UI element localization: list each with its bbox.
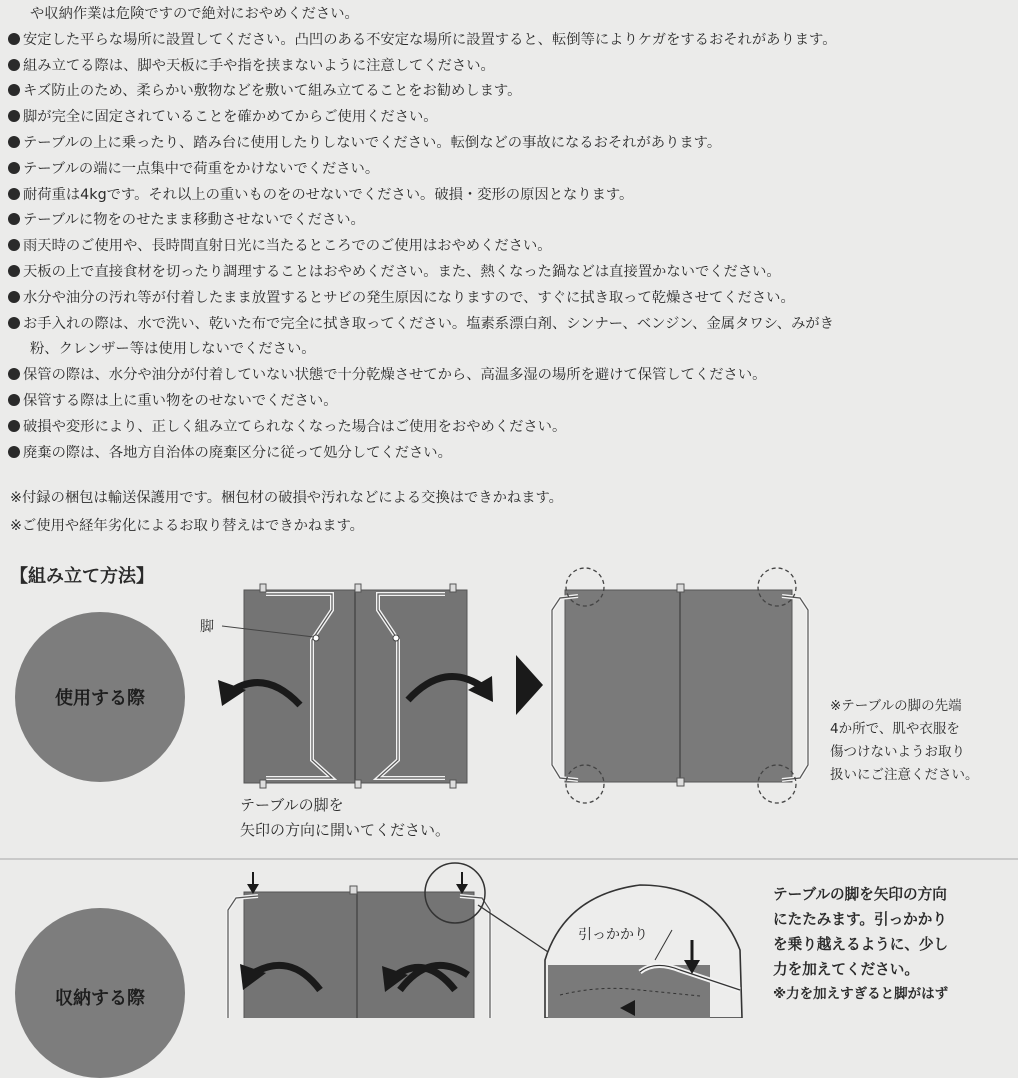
caution-text: テーブルに物をのせたまま移動させないでください。 bbox=[23, 212, 365, 229]
caution-text: お手入れの際は、水で洗い、乾いた布で完全に拭き取ってください。塩素系漂白剤、シンナー、ベンジン、金属タワシ、みがき bbox=[23, 315, 834, 332]
storage-label-text: 収納する際 bbox=[55, 988, 145, 1009]
section-divider bbox=[0, 858, 1018, 860]
caution-text: 安定した平らな場所に設置してください。凸凹のある不安定な場所に設置すると、転倒等によりケガをするおそれがあります。 bbox=[23, 31, 837, 48]
assembly-title: 【組み立て方法】 bbox=[10, 566, 154, 587]
caution-text: 天板の上で直接食材を切ったり調理することはおやめください。また、熱くなった鍋などは直接置かないでください。 bbox=[23, 264, 781, 280]
caution-text: キズ防止のため、柔らかい敷物などを敷いて組み立てることをお勧めします。 bbox=[23, 83, 522, 100]
use-side-note bbox=[830, 695, 979, 787]
side-note-line: 4か所で、肌や衣服を bbox=[830, 721, 960, 737]
note-replacement: ※ご使用や経年劣化によるお取り替えはできかねます。 bbox=[10, 518, 364, 534]
caution-text: 水分や油分の汚れ等が付着したまま放置するとサビの発生原因になりますので、すぐに拭き取って乾燥させてください。 bbox=[23, 289, 795, 306]
caution-text: テーブルの端に一点集中で荷重をかけないでください。 bbox=[23, 160, 380, 177]
use-caption-line: 矢印の方向に開いてください。 bbox=[240, 821, 451, 839]
use-table-folded bbox=[218, 584, 493, 788]
caution-text: 粉、クレンザー等は使用しないでください。 bbox=[30, 341, 316, 358]
instruction-line: ※力を加えすぎると脚がはず bbox=[773, 986, 949, 1002]
catch-label: 引っかかり bbox=[578, 927, 648, 943]
use-table-open bbox=[552, 568, 808, 803]
storage-instructions bbox=[773, 882, 948, 1007]
leg-label: 脚 bbox=[200, 619, 214, 635]
instruction-line: を乗り越えるように、少し bbox=[773, 936, 949, 953]
storage-table bbox=[228, 863, 490, 1018]
instruction-line: テーブルの脚を矢印の方向 bbox=[773, 886, 947, 903]
caution-text: 廃棄の際は、各地方自治体の廃棄区分に従って処分してください。 bbox=[23, 444, 452, 461]
caution-text: 脚が完全に固定されていることを確かめてからご使用ください。 bbox=[23, 109, 438, 126]
side-note-line: 扱いにご注意ください。 bbox=[830, 767, 979, 783]
use-caption-line: テーブルの脚を bbox=[240, 796, 344, 814]
caution-text: 破損や変形により、正しく組み立てられなくなった場合はご使用をおやめください。 bbox=[23, 418, 567, 435]
side-note-line: ※テーブルの脚の先端 bbox=[830, 698, 962, 714]
caution-text: 耐荷重は4kgです。それ以上の重いものをのせないでください。破損・変形の原因となります。 bbox=[23, 186, 634, 203]
instruction-line: にたたみます。引っかかり bbox=[773, 911, 947, 928]
caution-text: テーブルの上に乗ったり、踏み台に使用したりしないでください。転倒などの事故になるおそれがあります。 bbox=[23, 135, 722, 151]
caution-text: 組み立てる際は、脚や天板に手や指を挟まないように注意してください。 bbox=[23, 57, 495, 74]
caution-text: や収納作業は危険ですので絶対におやめください。 bbox=[30, 6, 359, 22]
note-packaging: ※付録の梱包は輸送保護用です。梱包材の破損や汚れなどによる交換はできかねます。 bbox=[10, 490, 563, 506]
caution-text: 雨天時のご使用や、長時間直射日光に当たるところでのご使用はおやめください。 bbox=[23, 238, 552, 255]
instruction-line: 力を加えてください。 bbox=[773, 961, 919, 978]
caution-text: 保管する際は上に重い物をのせないでください。 bbox=[23, 393, 338, 409]
storage-detail bbox=[478, 885, 742, 1018]
next-arrow bbox=[516, 655, 543, 715]
caution-text: 保管の際は、水分や油分が付着していない状態で十分乾燥させてから、高温多湿の場所を避けて保管してください。 bbox=[23, 367, 767, 384]
use-caption bbox=[240, 793, 450, 843]
side-note-line: 傷つけないようお取り bbox=[830, 744, 965, 760]
use-label-circle: 使用する際 bbox=[15, 612, 185, 782]
